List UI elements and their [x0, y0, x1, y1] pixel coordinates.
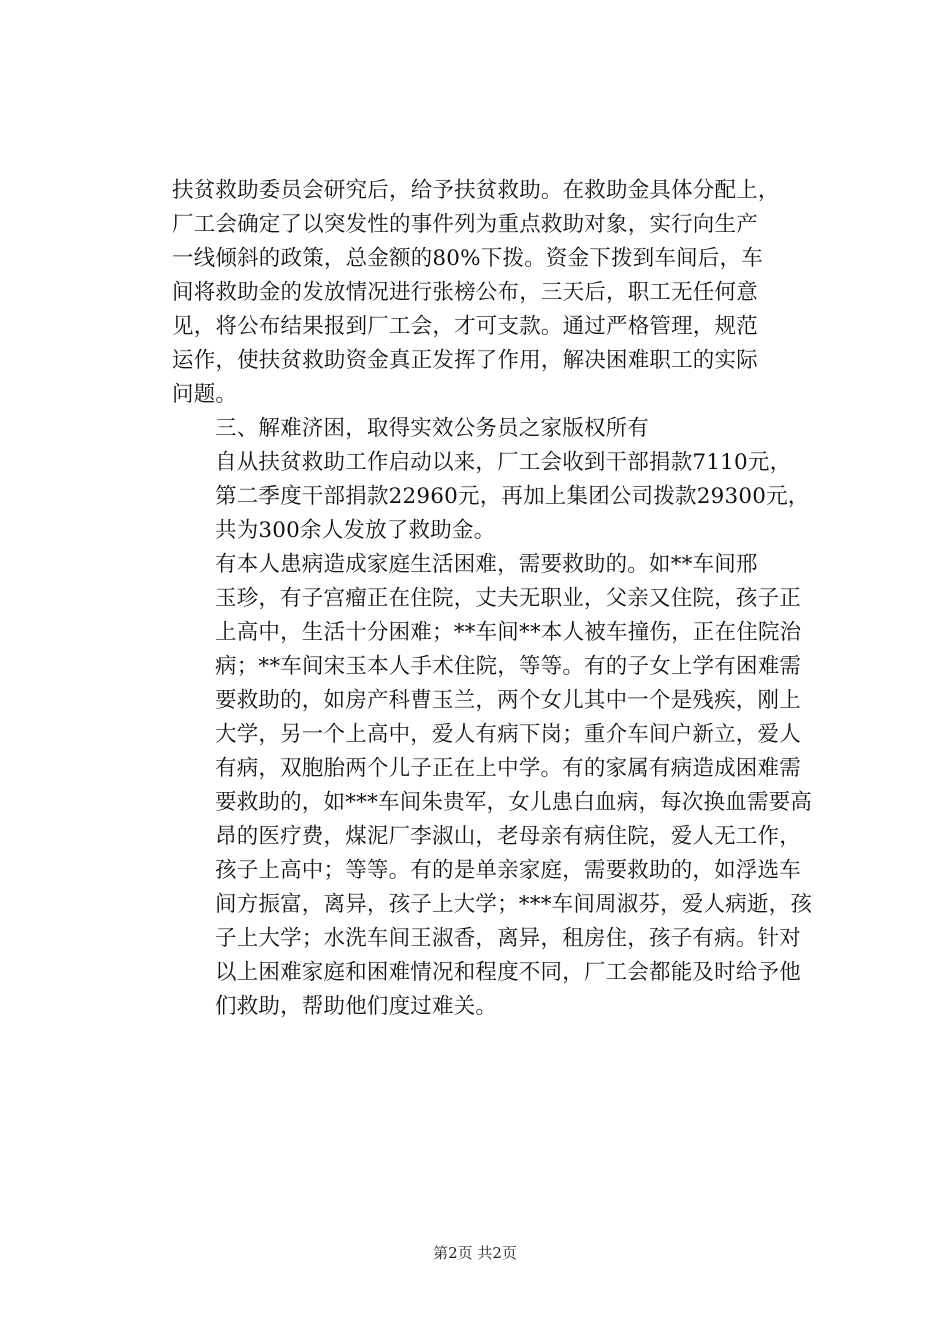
text-line: 以上困难家庭和困难情况和程度不同，厂工会都能及时给予他	[215, 960, 801, 985]
text-line: 有本人患病造成家庭生活困难，需要救助的。如**车间邢	[215, 552, 758, 577]
text-line: 见，将公布结果报到厂工会，才可支款。通过严格管理，规范	[172, 314, 758, 339]
text-line: 要救助的，如房产科曹玉兰，两个女儿其中一个是残疾，刚上	[215, 688, 801, 713]
text-line: 昂的医疗费，煤泥厂李淑山，老母亲有病住院，爱人无工作，	[215, 824, 801, 849]
text-line: 自从扶贫救助工作启动以来，厂工会收到干部捐款7110元，	[215, 450, 792, 475]
text-line: 要救助的，如***车间朱贵军，女儿患白血病，每次换血需要高	[215, 790, 813, 815]
text-line: 大学，另一个上高中，爱人有病下岗；重介车间户新立，爱人	[215, 722, 801, 747]
text-line: 玉珍，有子宫瘤正在住院，丈夫无职业，父亲又住院，孩子正	[215, 586, 801, 611]
text-line: 们救助，帮助他们度过难关。	[215, 994, 498, 1019]
text-line: 孩子上高中；等等。有的是单亲家庭，需要救助的，如浮选车	[215, 858, 801, 883]
text-line: 共为300余人发放了救助金。	[215, 518, 496, 543]
page-number-footer: 第2页 共2页	[433, 1244, 517, 1262]
text-line: 第二季度干部捐款22960元，再加上集团公司拨款29300元，	[215, 484, 810, 509]
document-body	[172, 174, 813, 1024]
heading-text: 三、解难济困，取得实效公务员之家版权所有	[215, 416, 650, 441]
text-line: 间方振富，离异，孩子上大学；***车间周淑芬，爱人病逝，孩	[215, 892, 813, 917]
text-line: 有病，双胞胎两个儿子正在上中学。有的家属有病造成困难需	[215, 756, 801, 781]
text-line: 子上大学；水洗车间王淑香，离异，租房住，孩子有病。针对	[215, 926, 801, 951]
paragraph-case-examples	[172, 548, 813, 1024]
text-line: 病；**车间宋玉本人手术住院，等等。有的子女上学有困难需	[215, 654, 802, 679]
text-line: 一线倾斜的政策，总金额的80%下拨。资金下拨到车间后，车	[172, 246, 763, 271]
text-line: 运作，使扶贫救助资金真正发挥了作用，解决困难职工的实际	[172, 348, 758, 373]
text-line: 厂工会确定了以突发性的事件列为重点救助对象，实行向生产	[172, 212, 758, 237]
text-line: 间将救助金的发放情况进行张榜公布，三天后，职工无任何意	[172, 280, 758, 305]
text-line: 上高中，生活十分困难；**车间**本人被车撞伤，正在住院治	[215, 620, 802, 645]
paragraph-donation-summary	[172, 446, 810, 548]
text-line: 扶贫救助委员会研究后，给予扶贫救助。在救助金具体分配上，	[172, 178, 780, 203]
text-line: 问题。	[172, 382, 238, 407]
section-heading	[172, 412, 792, 446]
paragraph-relief-distribution	[172, 174, 792, 412]
